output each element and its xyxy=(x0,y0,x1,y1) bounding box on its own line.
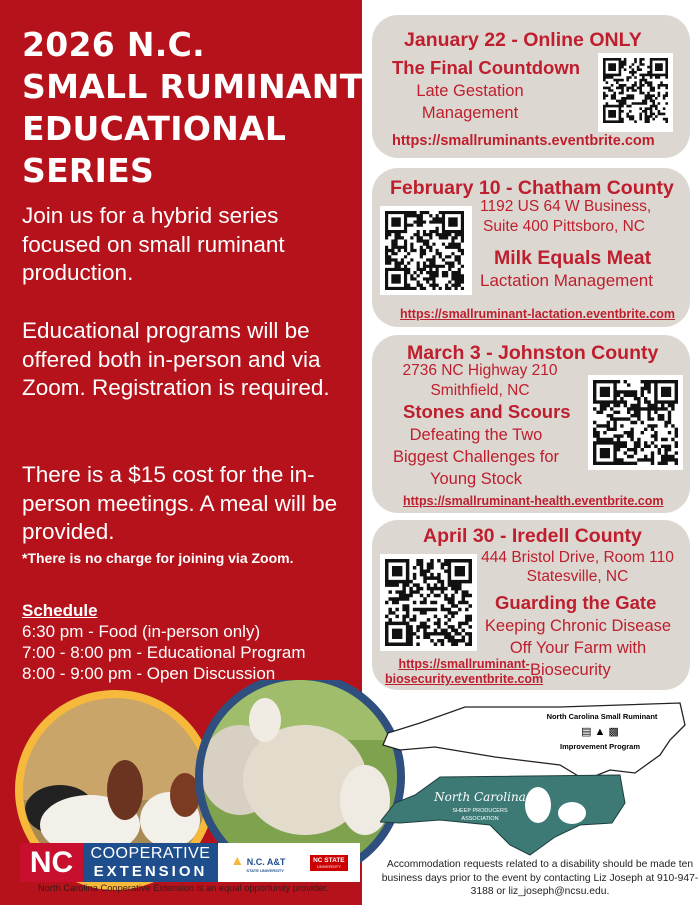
title-line: SERIES xyxy=(22,151,155,190)
address-line: Suite 400 Pittsboro, NC xyxy=(483,218,645,235)
address-line: Smithfield, NC xyxy=(430,382,530,399)
subtitle-line: Off Your Farm with xyxy=(509,639,647,657)
event-subtitle xyxy=(478,615,678,659)
event-date: January 22 - Online ONLY xyxy=(404,29,642,51)
subtitle-line: Management xyxy=(421,104,519,122)
title-line: EDUCATIONAL xyxy=(22,109,287,148)
ncspa-logo xyxy=(380,775,625,855)
address-line: 2736 NC Highway 210 xyxy=(402,362,558,379)
ncspa-line2: ASSOCIATION xyxy=(461,816,499,822)
schedule-item: 8:00 - 9:00 pm - Open Discussion xyxy=(22,664,276,683)
page-title xyxy=(22,24,363,192)
event-title: The Final Countdown xyxy=(392,57,581,78)
event-subtitle: Biosecurity xyxy=(530,661,611,679)
subtitle-line: Biggest Challenges for xyxy=(392,448,559,466)
schedule-item: 7:00 - 8:00 pm - Educational Program xyxy=(22,643,306,662)
event-link[interactable] xyxy=(385,657,543,687)
schedule-heading: Schedule xyxy=(22,601,98,620)
ncspa-line1: SHEEP PRODUCERS xyxy=(452,808,508,814)
title-line: SMALL RUMINANT xyxy=(22,67,363,106)
event-address xyxy=(400,361,560,401)
accommodation-footer: Accommodation requests related to a disability should be made ten business days prior to the event by contacting Liz Joseph at 910-947-3188 or liz_joseph@ncsu.edu. xyxy=(381,859,699,897)
event-link[interactable]: https://smallruminants.eventbrite.com xyxy=(392,133,655,149)
event-date: April 30 - Iredell County xyxy=(423,525,642,547)
cost-text: There is a $15 cost for the in-person meetings. A meal will be provided. xyxy=(22,462,338,544)
subtitle-line: Late Gestation xyxy=(416,82,524,100)
link-line: biosecurity.eventbrite.com xyxy=(385,672,544,686)
ncstate-sub: UNIVERSITY xyxy=(316,863,341,869)
event-date: March 3 - Johnston County xyxy=(407,342,659,364)
nc-logo: NC xyxy=(20,843,83,882)
ncat-emblem-icon: ▲ xyxy=(230,852,245,868)
qr-pattern xyxy=(588,375,683,470)
ncat-sub: STATE UNIVERSITY xyxy=(246,868,284,873)
event-card-april xyxy=(372,520,690,690)
zoom-note: *There is no charge for joining via Zoom. xyxy=(22,550,294,566)
srip-icons: ▤ ▲ ▩ xyxy=(581,726,619,738)
srip-bottom: Improvement Program xyxy=(559,742,641,751)
ncat-text: N.C. A&T xyxy=(246,857,286,867)
event-title: Milk Equals Meat xyxy=(494,247,652,269)
event-title: Guarding the Gate xyxy=(495,592,657,613)
qr-pattern xyxy=(380,206,472,295)
subtitle-line: Young Stock xyxy=(429,470,523,488)
event-date: February 10 - Chatham County xyxy=(390,177,674,199)
coop-text: COOPERATIVE xyxy=(90,845,211,862)
qr-code[interactable] xyxy=(588,375,683,470)
ncstate-logo xyxy=(310,855,348,871)
address-line: Statesville, NC xyxy=(526,568,629,585)
schedule-item: 6:30 pm - Food (in-person only) xyxy=(22,622,261,641)
ncspa-script: North Carolina xyxy=(434,790,526,804)
subtitle-line: Keeping Chronic Disease xyxy=(484,617,672,635)
event-card-march xyxy=(372,335,690,513)
intro-text: Join us for a hybrid series focused on small ruminant production. xyxy=(22,203,285,285)
event-card-february xyxy=(372,168,690,327)
event-subtitle xyxy=(386,424,566,490)
address-line: 444 Bristol Drive, Room 110 xyxy=(481,549,674,566)
ncat-logo xyxy=(230,852,285,873)
event-title: Stones and Scours xyxy=(403,401,571,422)
cooperative-extension-logo xyxy=(83,843,218,882)
link-line: https://smallruminant- xyxy=(398,657,530,671)
format-text: Educational programs will be offered both in-person and via Zoom. Registration is required. xyxy=(22,318,330,400)
event-subtitle: Lactation Management xyxy=(480,271,653,290)
qr-code[interactable] xyxy=(380,206,472,295)
event-address xyxy=(480,197,651,237)
srip-logo xyxy=(383,703,685,780)
association-logos xyxy=(380,695,700,860)
ext-text: EXTENSION xyxy=(93,863,208,880)
sheep-icon xyxy=(525,787,551,823)
event-subtitle xyxy=(415,80,525,124)
subtitle-line: Defeating the Two xyxy=(409,426,543,444)
extension-logo-strip xyxy=(20,843,360,882)
event-card-january xyxy=(372,15,690,158)
equal-opportunity-text: North Carolina Cooperative Extension is an equal opportunity provider. xyxy=(38,883,329,893)
schedule xyxy=(22,600,305,684)
address-line: 1192 US 64 W Business, xyxy=(480,198,652,215)
qr-pattern xyxy=(598,53,673,132)
qr-code[interactable] xyxy=(598,53,673,132)
event-link[interactable]: https://smallruminant-lactation.eventbrite.com xyxy=(400,307,676,321)
qr-pattern xyxy=(380,554,477,651)
title-line: 2026 N.C. xyxy=(22,25,205,64)
event-address xyxy=(480,548,675,586)
lamb-icon xyxy=(558,802,586,824)
ncstate-text: NC STATE xyxy=(313,856,345,864)
qr-code[interactable] xyxy=(380,554,477,651)
srip-top: North Carolina Small Ruminant xyxy=(546,712,658,721)
event-link[interactable]: https://smallruminant-health.eventbrite.com xyxy=(403,494,664,508)
